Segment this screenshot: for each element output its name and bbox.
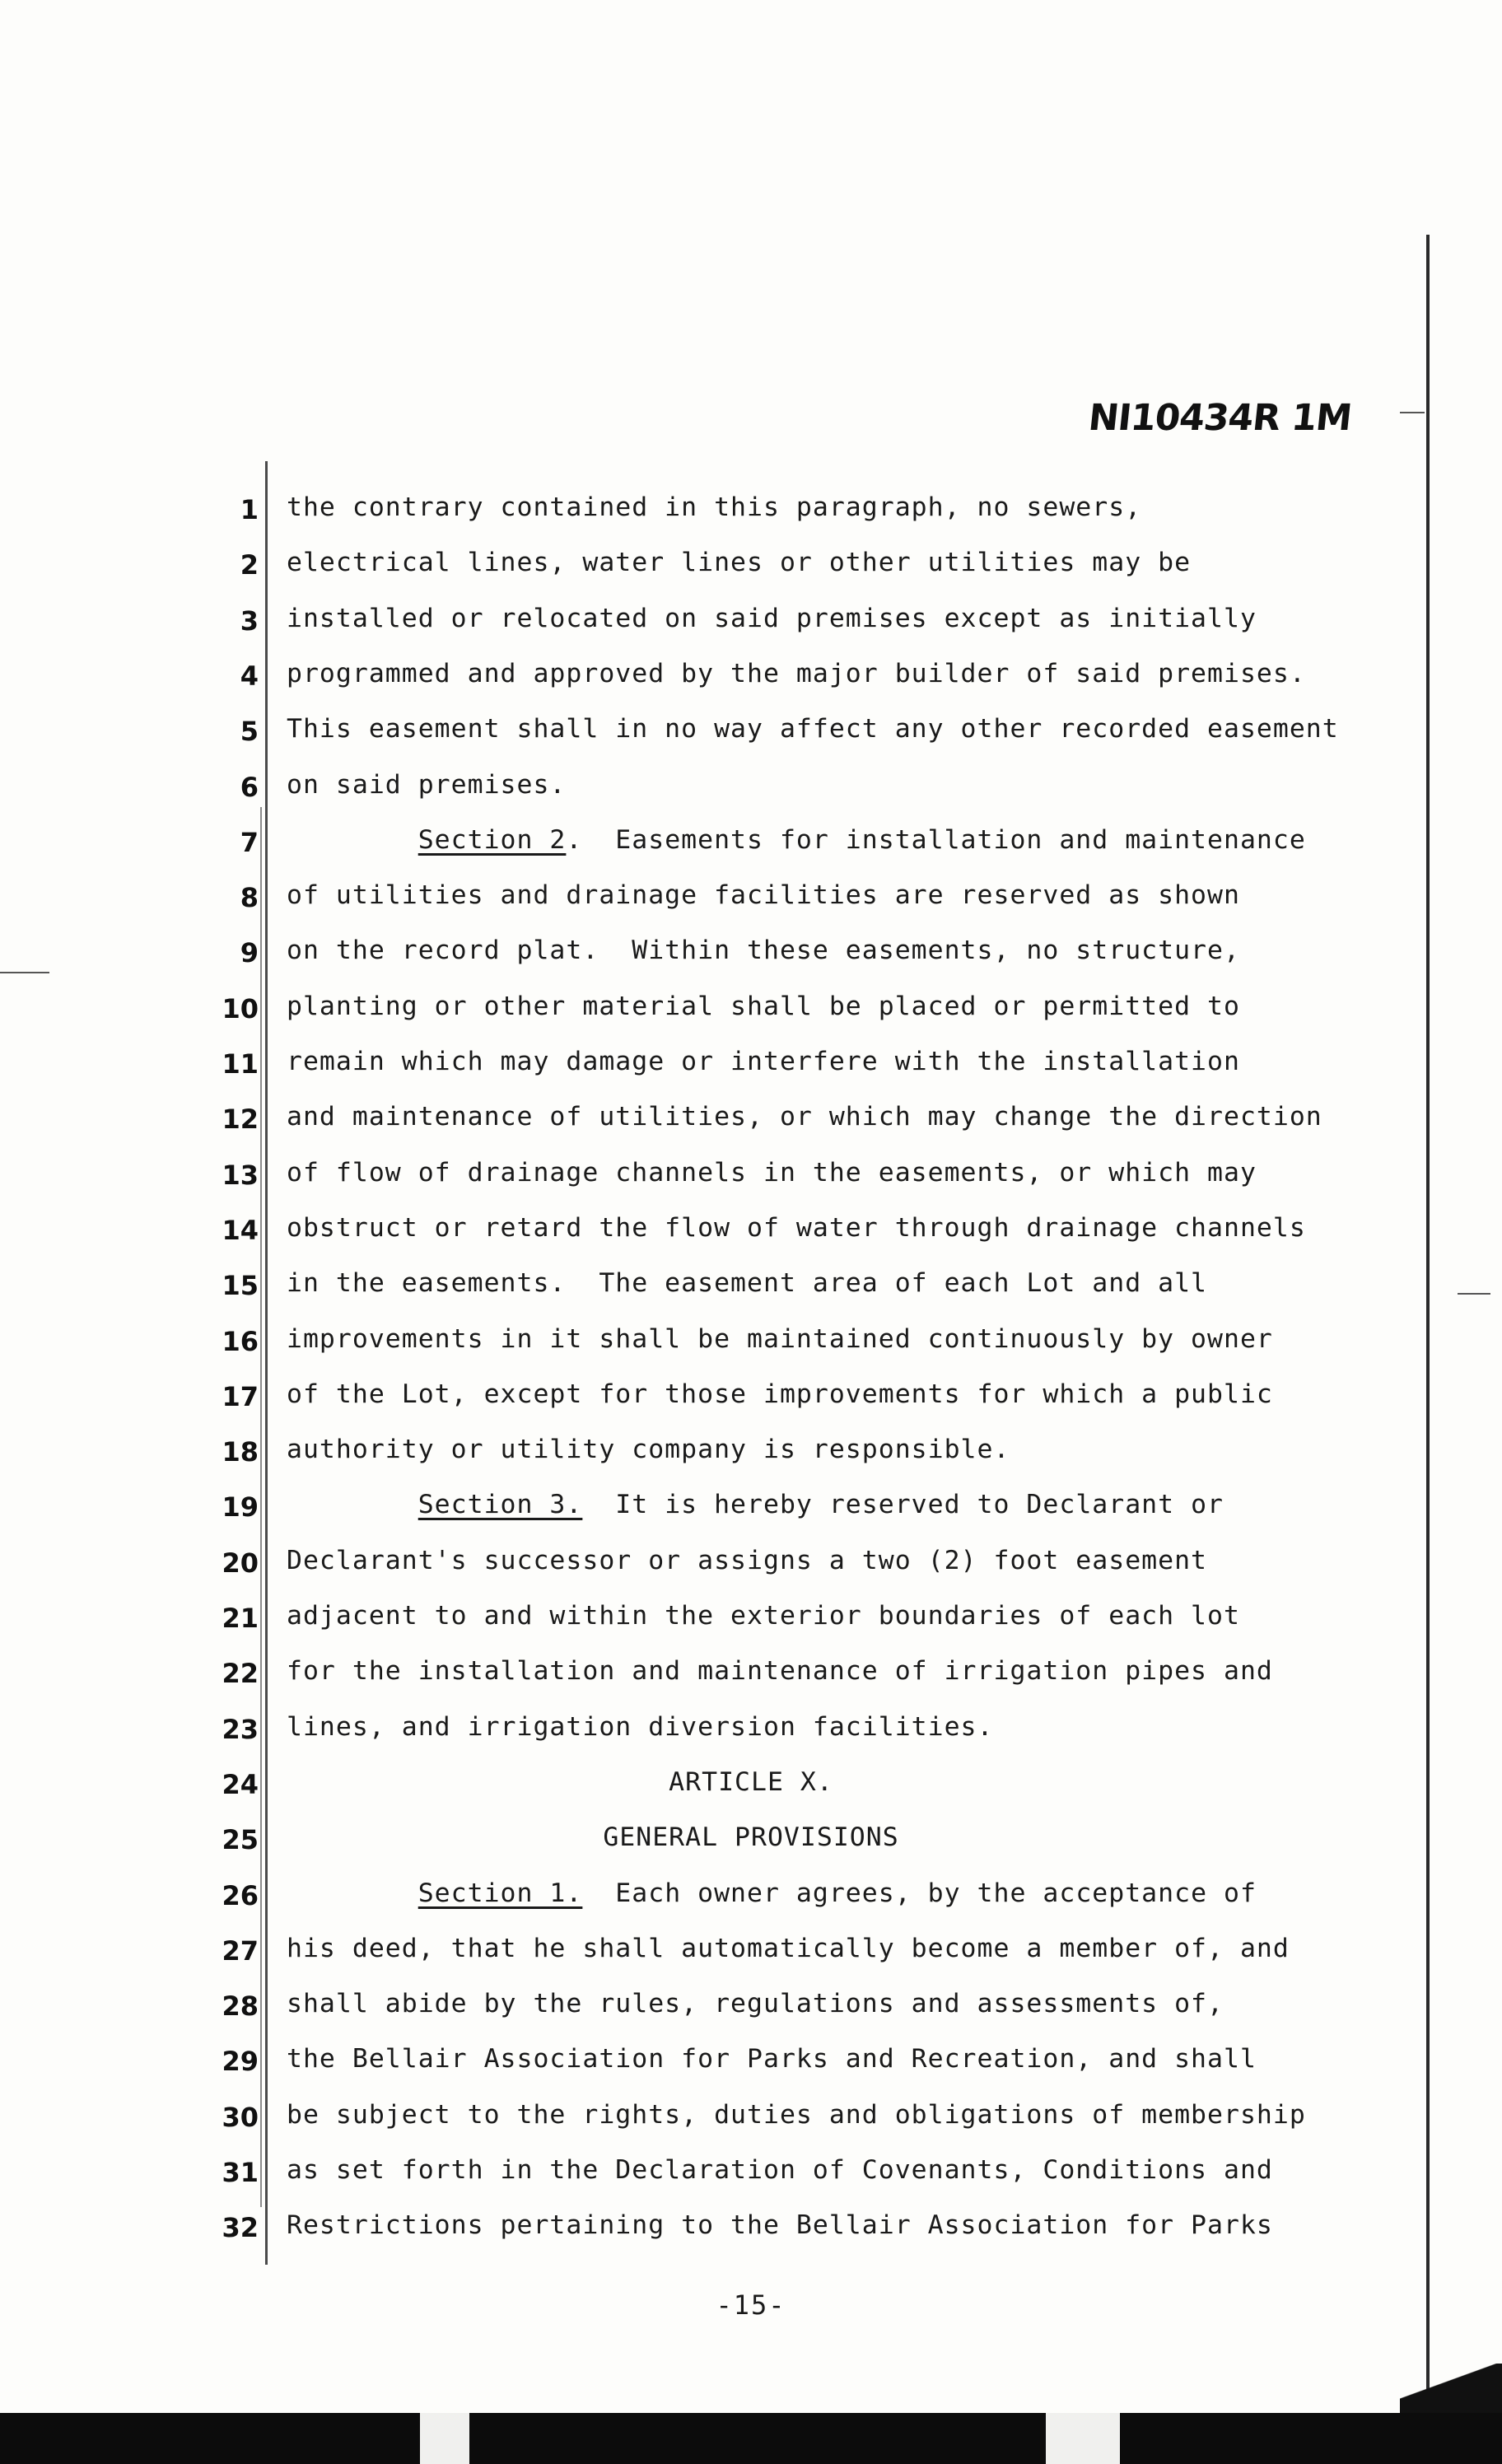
line-text: improvements in it shall be maintained continuously by owner	[287, 1324, 1273, 1354]
line-number: 29	[222, 2046, 259, 2077]
line-text: be subject to the rights, duties and obligations of membership	[287, 2100, 1306, 2130]
left-margin-rule	[265, 461, 268, 2265]
line-text: his deed, that he shall automatically become a member of, and	[287, 1934, 1290, 1963]
line-text: . Easements for installation and maintenance	[566, 825, 1306, 855]
line-number: 25	[222, 1824, 259, 1855]
line-number: 7	[240, 827, 259, 858]
text-line	[287, 492, 1141, 522]
text-line	[287, 825, 1306, 855]
text-line	[287, 659, 1306, 688]
line-text: adjacent to and within the exterior boundaries of each lot	[287, 1601, 1240, 1631]
indent	[287, 1490, 418, 1519]
line-number: 2	[240, 549, 259, 581]
margin-tick	[1458, 1293, 1490, 1295]
line-text: for the installation and maintenance of irrigation pipes and	[287, 1656, 1273, 1686]
line-number: 23	[222, 1714, 259, 1745]
line-text: Declarant's successor or assigns a two (2) foot easement	[287, 1546, 1208, 1575]
text-line	[287, 1379, 1273, 1409]
line-text: Each owner agrees, by the acceptance of	[582, 1878, 1257, 1908]
line-text: and maintenance of utilities, or which may change the direction	[287, 1102, 1322, 1132]
margin-tick	[1400, 412, 1425, 413]
line-text: Restrictions pertaining to the Bellair Association for Parks	[287, 2210, 1273, 2240]
text-line	[287, 1989, 1224, 2018]
line-text: of the Lot, except for those improvements for which a public	[287, 1379, 1273, 1409]
line-number: 32	[222, 2212, 259, 2243]
section-heading: Section 2	[417, 825, 567, 855]
line-text: obstruct or retard the flow of water through drainage channels	[287, 1213, 1306, 1243]
line-number: 11	[222, 1048, 259, 1080]
recording-stamp: NI10434R 1M	[1086, 397, 1354, 439]
text-line	[287, 936, 1240, 965]
text-line	[287, 1047, 1240, 1076]
line-number: 13	[222, 1160, 259, 1191]
text-line	[287, 604, 1257, 633]
line-number: 21	[222, 1603, 259, 1634]
line-number: 15	[222, 1270, 259, 1301]
line-number: 28	[222, 1990, 259, 2022]
line-text: the Bellair Association for Parks and Recreation, and shall	[287, 2044, 1257, 2074]
section-heading: Section 3.	[417, 1490, 583, 1519]
text-line	[287, 2100, 1306, 2130]
line-number: 17	[222, 1381, 259, 1412]
line-text: This easement shall in no way affect any other recorded easement	[287, 714, 1339, 744]
line-text: on said premises.	[287, 770, 567, 800]
line-number: 3	[240, 605, 259, 637]
scan-edge-gap	[420, 2413, 469, 2464]
margin-tick	[0, 972, 49, 973]
line-text: installed or relocated on said premises except as initially	[287, 604, 1257, 633]
text-line	[287, 1712, 993, 1742]
line-text: electrical lines, water lines or other utilities may be	[287, 548, 1192, 577]
line-number: 18	[222, 1436, 259, 1468]
line-text: shall abide by the rules, regulations and assessments of,	[287, 1989, 1224, 2018]
line-text: It is hereby reserved to Declarant or	[582, 1490, 1224, 1519]
section-heading: Section 1.	[417, 1878, 583, 1908]
line-number: 5	[240, 716, 259, 747]
text-line	[287, 1268, 1207, 1298]
line-number: 1	[240, 494, 259, 525]
line-text: GENERAL PROVISIONS	[603, 1822, 899, 1852]
text-line	[287, 1490, 1224, 1519]
text-line	[287, 1324, 1273, 1354]
line-text: ARTICLE X.	[669, 1767, 833, 1797]
line-text: authority or utility company is responsible.	[287, 1435, 1010, 1464]
page-number: -15-	[716, 2289, 786, 2321]
line-text: lines, and irrigation diversion facilities.	[287, 1712, 994, 1742]
line-text: as set forth in the Declaration of Covenants, Conditions and	[287, 2155, 1273, 2185]
text-line	[287, 1158, 1257, 1188]
text-line	[287, 880, 1240, 910]
line-number: 9	[240, 937, 259, 968]
line-number: 27	[222, 1935, 259, 1967]
indent	[287, 1878, 418, 1908]
text-line	[287, 1656, 1273, 1686]
line-number: 30	[222, 2102, 259, 2133]
left-margin-rule-secondary	[260, 807, 262, 2207]
line-number: 22	[222, 1658, 259, 1689]
line-number: 6	[240, 772, 259, 803]
line-number: 12	[222, 1104, 259, 1135]
text-line	[287, 2155, 1273, 2185]
text-line	[287, 1601, 1240, 1631]
line-number: 24	[222, 1769, 259, 1800]
text-line	[287, 770, 566, 800]
line-text: of flow of drainage channels in the easements, or which may	[287, 1158, 1257, 1188]
text-line	[287, 714, 1339, 744]
text-line	[287, 2210, 1273, 2240]
corner-smudge	[1400, 2364, 1502, 2413]
article-heading	[0, 1767, 1502, 1797]
line-text: on the record plat. Within these easements, no structure,	[287, 936, 1240, 965]
line-text: programmed and approved by the major builder of said premises.	[287, 659, 1306, 688]
right-margin-rule	[1426, 235, 1430, 2392]
line-text: in the easements. The easement area of each Lot and all	[287, 1268, 1208, 1298]
text-line	[287, 1435, 1010, 1464]
line-number: 10	[222, 993, 259, 1024]
line-number: 19	[222, 1491, 259, 1523]
article-heading	[0, 1822, 1502, 1852]
line-number: 31	[222, 2157, 259, 2188]
scan-edge-gap	[1046, 2413, 1120, 2464]
text-line	[287, 1213, 1306, 1243]
line-number: 8	[240, 882, 259, 913]
text-line	[287, 1546, 1207, 1575]
text-line	[287, 2044, 1257, 2074]
text-line	[287, 992, 1240, 1021]
line-text: of utilities and drainage facilities are reserved as shown	[287, 880, 1240, 910]
line-number: 20	[222, 1547, 259, 1579]
text-line	[287, 548, 1191, 577]
scan-edge-bar	[0, 2413, 1502, 2464]
text-line	[287, 1102, 1322, 1132]
line-number: 16	[222, 1326, 259, 1357]
line-text: the contrary contained in this paragraph, no sewers,	[287, 492, 1142, 522]
line-number: 26	[222, 1880, 259, 1911]
line-number: 4	[240, 660, 259, 692]
line-number: 14	[222, 1215, 259, 1246]
text-line	[287, 1878, 1257, 1908]
line-text: remain which may damage or interfere with the installation	[287, 1047, 1240, 1076]
indent	[287, 825, 418, 855]
text-line	[287, 1934, 1290, 1963]
line-text: planting or other material shall be placed or permitted to	[287, 992, 1240, 1021]
